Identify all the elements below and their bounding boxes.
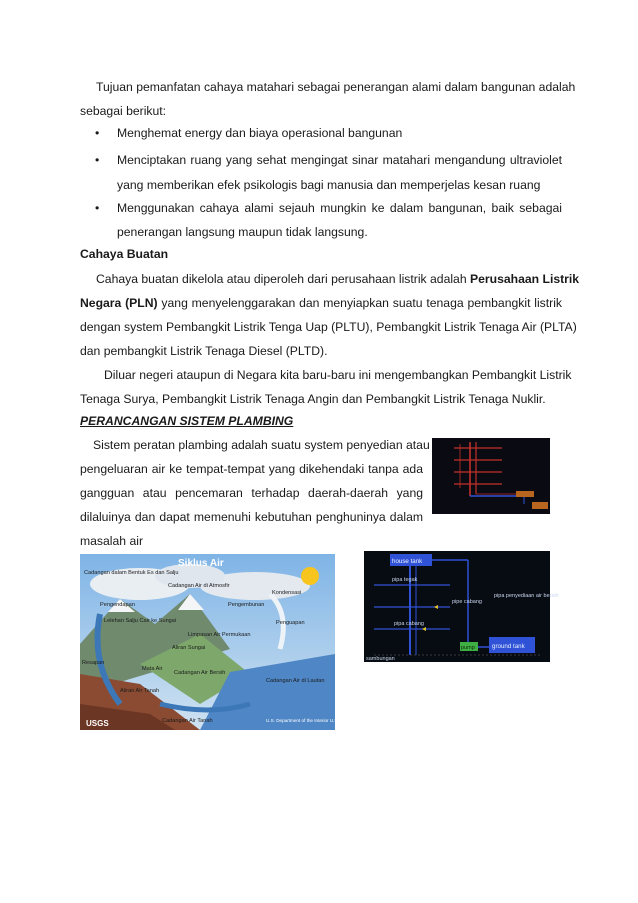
water-cycle-label: Pengembunan [228,602,265,608]
cahaya-p1-text: yang menyelenggarakan dan menyiapkan suatu tenaga pembangkit listrik [157,296,563,310]
water-cycle-title: Siklus Air [178,558,224,569]
pipe-label: pipa penyediaan air bersih [494,593,559,599]
bullet-dot: • [95,153,100,167]
section-heading-cahaya-buatan: Cahaya Buatan [80,247,169,261]
water-cycle-illustration [80,554,378,730]
pipe-label: sambungan [366,656,395,662]
cahaya-p1-line-4: dan pembangkit Listrik Tenaga Diesel (PLTD). [80,344,328,358]
water-cycle-label: Cadangan Air di Atmosfir [168,583,230,589]
cahaya-p2-line-1: Diluar negeri ataupun di Negara kita baru-baru ini mengembangkan Pembangkit Listrik [104,368,572,382]
water-cycle-label: Limpasan Air Permukaan [188,632,251,638]
water-cycle-label: Resapan [82,660,105,666]
water-cycle-label: Cadangan dalam Bentuk Es dan Salju [84,570,179,576]
house-tank-label: house tank [392,558,423,565]
water-cycle-label: Aliran Air Tanah [120,688,160,694]
plumbing-riser-diagram [432,438,550,514]
plambing-line-2: pengeluaran air ke tempat-tempat yang dikehendaki tanpa ada [80,462,423,476]
plambing-line-1: Sistem peratan plambing adalah suatu system penyedian atau [93,438,430,452]
bullet-dot: • [95,201,100,215]
bullet-3-line-1: Menggunakan cahaya alami sejauh mungkin ke dalam bangunan, baik sebagai [117,201,562,215]
bullet-1-line-1: Menghemat energy dan biaya operasional bangunan [117,126,403,140]
cahaya-p1-line-3: dengan system Pembangkit Listrik Tenga Uap (PLTU), Pembangkit Listrik Tenaga Air (PLTA) [80,320,577,334]
pln-abbrev-bold: Negara (PLN) [80,296,158,310]
pipe-label: pipa cabang [394,621,424,627]
water-cycle-credit: U.S. Department of the Interior U.S. Geological Survey [266,718,378,723]
usgs-logo-text: USGS [86,719,109,728]
pump-label: pump [461,645,475,651]
intro-line-2: sebagai berikut: [80,104,167,118]
plambing-line-5: masalah air [80,534,143,548]
cahaya-p2-line-2: Tenaga Surya, Pembangkit Listrik Tenaga Angin dan Pembangkit Listrik Tenaga Nuklir. [80,392,546,406]
water-cycle-label: Cadangan Air di Lautan [266,678,325,684]
water-cycle-label: Cadangan Air Tanah [162,718,213,724]
bullet-3-line-2: penerangan langsung maupun tidak langsung. [117,225,368,239]
cahaya-p1-line-2 [80,296,562,310]
water-cycle-label: Mata Air [142,666,163,672]
cahaya-p1-line-1 [96,272,580,286]
water-cycle-label: Lelehan Salju Cair ke Sungai [104,618,177,624]
bullet-dot: • [95,126,100,140]
bullet-2-line-2: yang memberikan efek psikologis bagi manusia dan memperjelas kesan ruang [117,178,541,192]
water-cycle-label: Cadangan Air Bersih [174,670,226,676]
ground-tank-label: ground tank [492,643,525,650]
water-cycle-label: Aliran Sungai [172,645,206,651]
water-cycle-label: Penguapan [276,620,305,626]
pipe-label: pipe cabang [452,599,482,605]
section-heading-plambing: PERANCANGAN SISTEM PLAMBING [80,414,294,428]
cahaya-p1-text: Cahaya buatan dikelola atau diperoleh dari perusahaan listrik adalah [96,272,471,286]
intro-line-1: Tujuan pemanfatan cahaya matahari sebagai penerangan alami dalam bangunan adalah [96,80,576,94]
plambing-line-4: dilaluinya dan dapat memenuhi kebutuhan penghuninya dalam [80,510,423,524]
water-cycle-label: Kondensasi [272,590,302,596]
plambing-line-3: gangguan atau pencemaran terhadap daerah-daerah yang [80,486,423,500]
pln-bold-text: Perusahaan Listrik [470,272,580,286]
pipe-label: pipa tegak [392,577,418,583]
house-tank-plumbing-diagram [364,551,559,662]
water-cycle-label: Pengendapan [100,602,135,608]
bullet-2-line-1: Menciptakan ruang yang sehat mengingat sinar matahari mengandung ultraviolet [117,153,562,167]
